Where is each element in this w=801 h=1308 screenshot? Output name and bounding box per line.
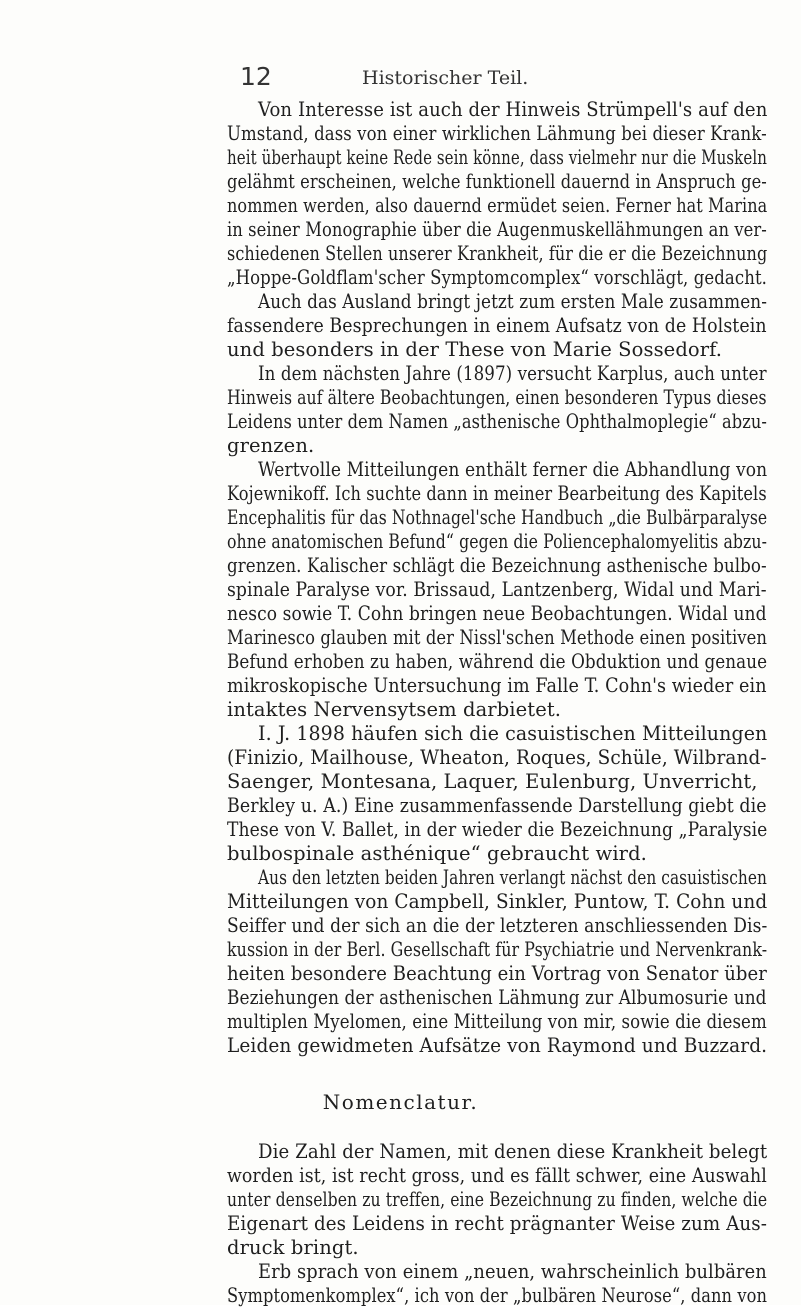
- text-line: Eigenart des Leidens in recht prägnanter Weise zum Aus-: [227, 1212, 767, 1235]
- text-line: Encephalitis für das Nothnagel'sche Handbuch „die Bulbärparalyse: [227, 506, 768, 529]
- text-line: Hinweis auf ältere Beobachtungen, einen besonderen Typus dieses: [227, 386, 767, 409]
- text-line: grenzen. Kalischer schlägt die Bezeichnung asthenische bulbo-: [227, 554, 767, 577]
- text-line: spinale Paralyse vor. Brissaud, Lantzenberg, Widal und Mari-: [227, 578, 767, 601]
- text-line: gelähmt erscheinen, welche funktionell dauernd in Anspruch ge-: [227, 170, 767, 193]
- text-line: schiedenen Stellen unserer Krankheit, für die er die Bezeichnung: [227, 242, 768, 265]
- text-line: In dem nächsten Jahre (1897) versucht Karplus, auch unter: [258, 362, 767, 385]
- text-line: Aus den letzten beiden Jahren verlangt nächst den casuistischen: [258, 866, 767, 889]
- text-line: Wertvolle Mitteilungen enthält ferner die Abhandlung von: [258, 458, 768, 481]
- text-line: Seiffer und der sich an die der letzteren anschliessenden Dis-: [227, 914, 768, 937]
- text-line: worden ist, ist recht gross, und es fällt schwer, eine Auswahl: [227, 1164, 767, 1187]
- text-line: Umstand, dass von einer wirklichen Lähmung bei dieser Krank-: [227, 122, 767, 145]
- text-line: ohne anatomischen Befund“ gegen die Poliencephalomyelitis abzu-: [227, 530, 768, 553]
- text-line: Befund erhoben zu haben, während die Obduktion und genaue: [227, 650, 768, 673]
- text-line: Mitteilungen von Campbell, Sinkler, Puntow, T. Cohn und: [227, 890, 768, 913]
- text-line: nesco sowie T. Cohn bringen neue Beobachtungen. Widal und: [227, 602, 767, 625]
- text-line: und besonders in der These von Marie Sossedorf.: [227, 338, 723, 361]
- text-line: druck bringt.: [227, 1236, 359, 1259]
- text-line: Kojewnikoff. Ich suchte dann in meiner Bearbeitung des Kapitels: [227, 482, 767, 505]
- section-heading: Nomenclatur.: [322, 1090, 479, 1114]
- text-line: mikroskopische Untersuchung im Falle T. Cohn's wieder ein: [227, 674, 767, 697]
- text-line: bulbospinale asthénique“ gebraucht wird.: [227, 842, 647, 865]
- text-line: These von V. Ballet, in der wieder die Bezeichnung „Paralysie: [227, 818, 768, 841]
- text-line: heit überhaupt keine Rede sein könne, dass vielmehr nur die Muskeln: [227, 146, 767, 169]
- text-line: „Hoppe-Goldflam'scher Symptomcomplex“ vorschlägt, gedacht.: [227, 266, 768, 289]
- text-line: grenzen.: [227, 434, 315, 457]
- text-line: Leidens unter dem Namen „asthenische Ophthalmoplegie“ abzu-: [227, 410, 768, 433]
- text-line: Saenger, Montesana, Laquer, Eulenburg, Unverricht,: [227, 770, 758, 793]
- text-line: I. J. 1898 häufen sich die casuistischen Mitteilungen: [258, 722, 768, 745]
- text-line: multiplen Myelomen, eine Mitteilung von mir, sowie die diesem: [227, 1010, 767, 1033]
- text-line: Leiden gewidmeten Aufsätze von Raymond und Buzzard.: [227, 1034, 768, 1057]
- text-line: kussion in der Berl. Gesellschaft für Psychiatrie und Nervenkrank-: [227, 938, 768, 961]
- running-title: Historischer Teil.: [362, 67, 529, 89]
- text-line: in seiner Monographie über die Augenmuskellähmungen an ver-: [227, 218, 767, 241]
- text-line: Die Zahl der Namen, mit denen diese Krankheit belegt: [258, 1140, 768, 1163]
- text-line: intaktes Nervensytsem darbietet.: [227, 698, 562, 721]
- text-line: Marinesco glauben mit der Nissl'schen Methode einen positiven: [227, 626, 768, 649]
- text-line: Auch das Ausland bringt jetzt zum ersten Male zusammen-: [258, 290, 767, 313]
- text-line: Beziehungen der asthenischen Lähmung zur Albumosurie und: [227, 986, 767, 1009]
- text-line: heiten besondere Beachtung ein Vortrag von Senator über: [227, 962, 767, 985]
- text-line: Symptomenkomplex“, ich von der „bulbären Neurose“, dann von: [227, 1284, 768, 1307]
- text-line: unter denselben zu treffen, eine Bezeichnung zu finden, welche die: [227, 1188, 768, 1211]
- text-line: (Finizio, Mailhouse, Wheaton, Roques, Schüle, Wilbrand-: [227, 746, 767, 769]
- text-line: fassendere Besprechungen in einem Aufsatz von de Holstein: [227, 314, 767, 337]
- text-line: Erb sprach von einem „neuen, wahrscheinlich bulbären: [258, 1260, 767, 1283]
- text-line: Von Interesse ist auch der Hinweis Strümpell's auf den: [258, 98, 768, 121]
- page-number: 12: [240, 62, 272, 91]
- text-line: Berkley u. A.) Eine zusammenfassende Darstellung giebt die: [227, 794, 767, 817]
- text-line: nommen werden, also dauernd ermüdet seien. Ferner hat Marina: [227, 194, 768, 217]
- running-header: [0, 62, 801, 92]
